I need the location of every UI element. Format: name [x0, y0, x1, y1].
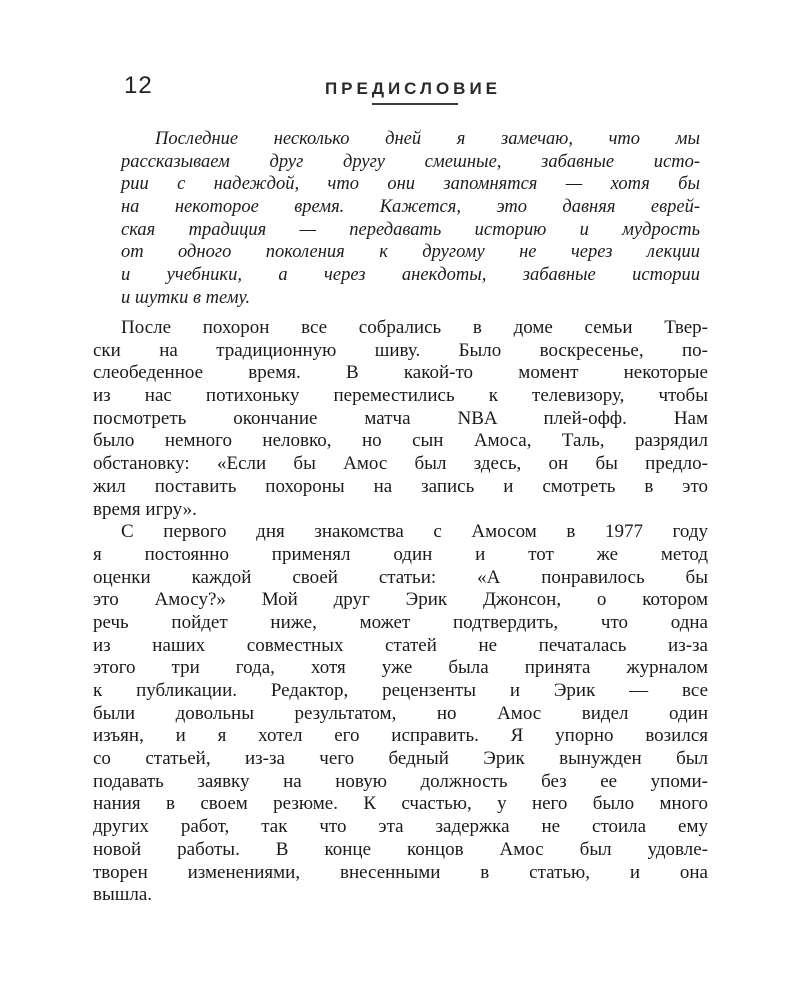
- text-line: других работ, так что эта задержка не стоила ему: [93, 816, 708, 838]
- text-line: и учебники, а через анекдоты, забавные истории: [121, 265, 700, 286]
- running-head-rule: [372, 103, 458, 105]
- paragraph: [93, 317, 708, 521]
- body-text: [93, 317, 708, 907]
- text-line: нания в своем резюме. К счастью, у него было много: [93, 793, 708, 815]
- paragraph: [93, 521, 708, 907]
- text-line: С первого дня знакомства с Амосом в 1977 году: [121, 521, 708, 543]
- text-line: я постоянно применял один и тот же метод: [93, 543, 708, 565]
- text-line: слеобеденное время. В какой-то момент некоторые: [93, 362, 708, 384]
- page-number: 12: [124, 72, 153, 99]
- epigraph: [121, 128, 700, 310]
- text-line: жил поставить похороны на запись и смотреть в это: [93, 475, 708, 497]
- running-head: ПРЕДИСЛОВИЕ: [324, 79, 502, 98]
- text-line: подавать заявку на новую должность без ее упоми-: [93, 770, 708, 792]
- text-line: ская традиция — передавать историю и мудрость: [121, 219, 700, 240]
- text-line: от одного поколения к другому не через лекции: [121, 242, 700, 263]
- text-line: обстановку: «Если бы Амос был здесь, он бы предло-: [93, 453, 708, 475]
- text-line: из наших совместных статей не печаталась из-за: [93, 634, 708, 656]
- text-line: оценки каждой своей статьи: «А понравилось бы: [93, 566, 708, 588]
- text-line: со статьей, из-за чего бедный Эрик вынужден был: [93, 748, 708, 770]
- text-line: этого три года, хотя уже была принята журналом: [93, 657, 708, 679]
- text-line: творен изменениями, внесенными в статью, и она: [93, 861, 708, 883]
- text-line: на некоторое время. Кажется, это давняя еврей-: [121, 197, 700, 218]
- text-line: вышла.: [93, 884, 153, 906]
- text-line: ски на традиционную шиву. Было воскресенье, по-: [93, 339, 708, 361]
- text-line: рассказываем друг другу смешные, забавные исто-: [121, 151, 700, 172]
- text-line: время игру».: [93, 498, 197, 520]
- text-line: рии с надеждой, что они запомнятся — хотя бы: [121, 174, 700, 195]
- text-line: и шутки в тему.: [121, 287, 251, 308]
- text-line: речь пойдет ниже, может подтвердить, что одна: [93, 611, 708, 633]
- text-line: было немного неловко, но сын Амоса, Таль, разрядил: [93, 430, 708, 452]
- text-line: Последние несколько дней я замечаю, что мы: [155, 129, 700, 149]
- text-line: к публикации. Редактор, рецензенты и Эрик — все: [93, 680, 708, 701]
- text-line: новой работы. В конце концов Амос был удовле-: [93, 838, 708, 860]
- text-line: из нас потихоньку переместились к телевизору, чтобы: [93, 385, 708, 407]
- text-line: это Амосу?» Мой друг Эрик Джонсон, о котором: [93, 589, 708, 611]
- text-line: изъян, и я хотел его исправить. Я упорно возился: [93, 725, 708, 747]
- text-line: были довольны результатом, но Амос видел один: [93, 702, 708, 724]
- text-line: посмотреть окончание матча NBA плей-офф. Нам: [93, 407, 708, 429]
- text-line: После похорон все собрались в доме семьи Твер-: [121, 317, 708, 338]
